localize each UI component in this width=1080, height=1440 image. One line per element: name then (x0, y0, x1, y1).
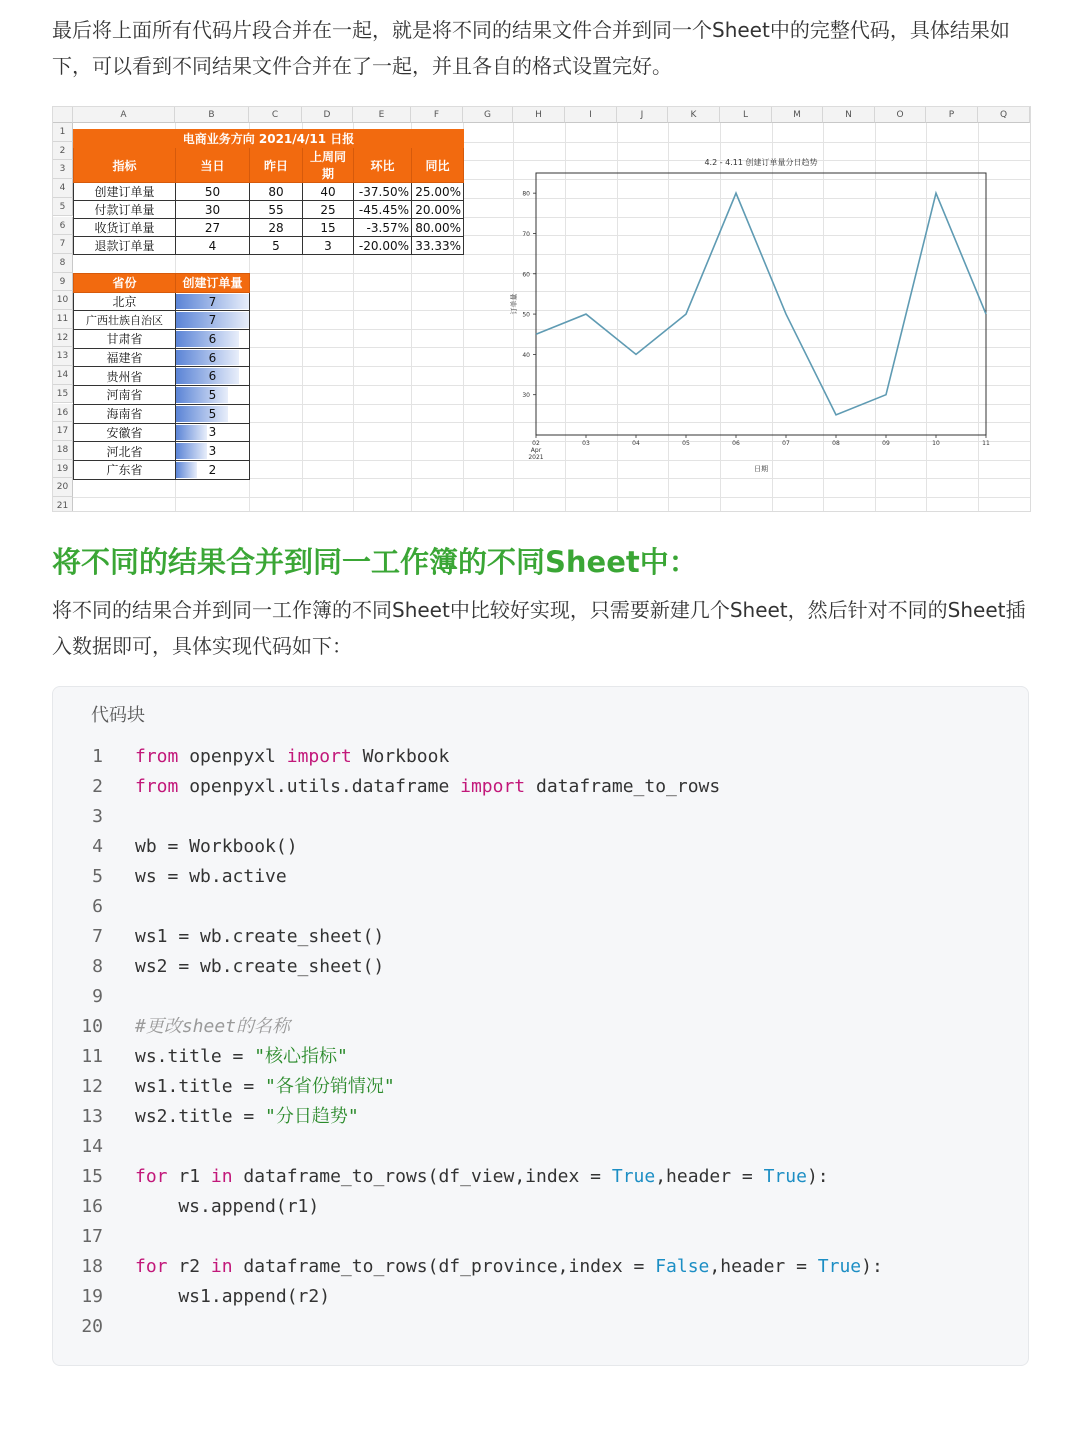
column-header[interactable]: K (668, 107, 720, 123)
row-header[interactable]: 1 (53, 123, 73, 142)
code-line (53, 802, 1028, 832)
code-line (53, 862, 1028, 892)
row-header[interactable]: 5 (53, 198, 73, 217)
report-cell[interactable]: 33.33% (412, 237, 464, 255)
province-value-cell[interactable] (176, 348, 250, 367)
province-row (74, 404, 250, 423)
code-line (53, 832, 1028, 862)
column-header[interactable]: I (565, 107, 617, 123)
column-header[interactable]: F (411, 107, 463, 123)
section-paragraph: 将不同的结果合并到同一工作簿的不同Sheet中比较好实现，只需要新建几个Sheet，然后针对不同的Sheet插入数据即可，具体实现代码如下： (52, 598, 1026, 658)
report-cell[interactable]: 20.00% (412, 201, 464, 219)
x-tick-label: 05 (682, 440, 690, 447)
trend-chart (508, 155, 998, 485)
column-header[interactable]: D (302, 107, 353, 123)
data-bar (176, 443, 207, 459)
report-cell[interactable]: 3 (303, 237, 354, 255)
code-line (53, 1132, 1028, 1162)
row-header[interactable]: 10 (53, 291, 73, 310)
row-header[interactable]: 20 (53, 478, 73, 497)
y-tick-label: 70 (522, 230, 530, 238)
code-line (53, 1312, 1028, 1342)
province-value-cell[interactable] (176, 423, 250, 442)
line-number: 19 (81, 1286, 103, 1307)
province-name-cell[interactable]: 海南省 (74, 404, 176, 423)
line-number: 1 (92, 746, 103, 767)
line-number: 10 (81, 1016, 103, 1037)
line-number: 14 (81, 1136, 103, 1157)
y-tick-label: 50 (522, 311, 530, 319)
row-header[interactable]: 2 (53, 142, 73, 161)
x-tick-label: 04 (632, 440, 640, 447)
code-line (53, 922, 1028, 952)
line-number: 9 (92, 986, 103, 1007)
code-text: ws2.title = "分日趋势" (135, 1106, 359, 1127)
province-value-cell[interactable] (176, 367, 250, 386)
row-header[interactable]: 7 (53, 235, 73, 254)
province-header-cell[interactable]: 省份 (74, 274, 176, 293)
column-header[interactable]: B (175, 107, 249, 123)
province-name-cell[interactable]: 甘肃省 (74, 330, 176, 349)
row-header[interactable]: 19 (53, 460, 73, 479)
report-cell[interactable]: 退款订单量 (74, 237, 176, 255)
province-row (74, 386, 250, 405)
code-text: from openpyxl.utils.dataframe import dataframe_to_rows (135, 776, 721, 797)
y-axis-label: 订单量 (510, 293, 518, 315)
x-tick-label: 03 (582, 440, 590, 447)
column-header[interactable]: C (249, 107, 302, 123)
code-line (53, 1252, 1028, 1282)
code-text: for r2 in dataframe_to_rows(df_province,index = False,header = True): (135, 1256, 883, 1277)
data-bar (176, 368, 239, 384)
x-tick-label: 07 (782, 440, 790, 447)
province-name-cell[interactable]: 贵州省 (74, 367, 176, 386)
report-cell[interactable]: 28 (250, 219, 303, 237)
line-number: 12 (81, 1076, 103, 1097)
report-row (74, 183, 464, 201)
row-header[interactable]: 18 (53, 441, 73, 460)
line-number: 15 (81, 1166, 103, 1187)
trend-chart-svg (508, 155, 998, 485)
line-number: 3 (92, 806, 103, 827)
province-value-cell[interactable] (176, 311, 250, 330)
report-header-cell[interactable]: 上周同期 (303, 148, 354, 183)
row-header[interactable]: 4 (53, 179, 73, 198)
code-line (53, 952, 1028, 982)
code-line (53, 892, 1028, 922)
line-number: 5 (92, 866, 103, 887)
province-value: 5 (208, 387, 217, 402)
report-header-cell[interactable]: 昨日 (250, 148, 303, 183)
report-cell[interactable]: 30 (176, 201, 250, 219)
report-cell[interactable]: -37.50% (354, 183, 412, 201)
data-bar (176, 387, 228, 403)
code-line (53, 982, 1028, 1012)
report-header-cell[interactable]: 环比 (354, 148, 412, 183)
line-number: 7 (92, 926, 103, 947)
gridline (73, 497, 1030, 498)
code-line (53, 1282, 1028, 1312)
row-header[interactable]: 16 (53, 404, 73, 423)
report-cell[interactable]: 40 (303, 183, 354, 201)
x-tick-label: Apr (530, 447, 542, 454)
y-tick-label: 80 (522, 190, 530, 198)
code-text: #更改sheet的名称 (135, 1016, 291, 1037)
report-cell[interactable]: 80 (250, 183, 303, 201)
report-header-cell[interactable]: 同比 (412, 148, 464, 183)
plot-frame (536, 173, 986, 435)
row-header[interactable]: 13 (53, 347, 73, 366)
data-bar (176, 425, 207, 441)
province-row (74, 292, 250, 311)
x-tick-label: 10 (932, 440, 940, 447)
column-header[interactable]: M (772, 107, 823, 123)
section-heading: 将不同的结果合并到同一工作簿的不同Sheet中： (52, 545, 698, 579)
column-header[interactable]: E (353, 107, 411, 123)
report-cell[interactable]: 收货订单量 (74, 219, 176, 237)
line-number: 2 (92, 776, 103, 797)
x-tick-label: 2021 (528, 454, 544, 461)
corner-cell[interactable] (53, 107, 73, 123)
province-value-cell[interactable] (176, 292, 250, 311)
x-tick-label: 06 (732, 440, 740, 447)
report-cell[interactable]: 5 (250, 237, 303, 255)
report-cell[interactable]: 80.00% (412, 219, 464, 237)
row-header[interactable]: 9 (53, 273, 73, 292)
province-name-cell[interactable]: 广西壮族自治区 (74, 311, 176, 330)
report-cell[interactable]: 付款订单量 (74, 201, 176, 219)
code-text: ws1.title = "各省份销情况" (135, 1076, 395, 1097)
report-cell[interactable]: 15 (303, 219, 354, 237)
province-row (74, 367, 250, 386)
code-text: ws1.append(r2) (135, 1286, 331, 1307)
column-header[interactable]: Q (978, 107, 1030, 123)
province-name-cell[interactable]: 北京 (74, 292, 176, 311)
series-line (536, 193, 986, 415)
row-header[interactable]: 8 (53, 254, 73, 273)
column-header[interactable]: G (463, 107, 513, 123)
line-number: 4 (92, 836, 103, 857)
code-text: ws2 = wb.create_sheet() (135, 956, 385, 977)
column-header[interactable]: O (875, 107, 926, 123)
code-text: ws1 = wb.create_sheet() (135, 926, 385, 947)
province-value-cell[interactable] (176, 442, 250, 461)
report-cell[interactable]: 25 (303, 201, 354, 219)
code-block-label: 代码块 (91, 705, 145, 726)
province-name-cell[interactable]: 安徽省 (74, 423, 176, 442)
line-number: 17 (81, 1226, 103, 1247)
intro-paragraph: 最后将上面所有代码片段合并在一起，就是将不同的结果文件合并到同一个Sheet中的完整代码，具体结果如下，可以看到不同结果文件合并在了一起，并且各自的格式设置完好。 (52, 18, 1010, 78)
daily-report-table (73, 129, 464, 255)
province-value-cell[interactable] (176, 404, 250, 423)
x-tick-label: 08 (832, 440, 840, 447)
line-number: 8 (92, 956, 103, 977)
code-line (53, 1162, 1028, 1192)
row-header[interactable]: 17 (53, 422, 73, 441)
line-number: 18 (81, 1256, 103, 1277)
column-header[interactable]: L (720, 107, 772, 123)
code-line (53, 1072, 1028, 1102)
report-row (74, 219, 464, 237)
line-number: 20 (81, 1316, 103, 1337)
code-line (53, 1102, 1028, 1132)
report-row (74, 201, 464, 219)
row-header[interactable]: 3 (53, 160, 73, 179)
y-tick-label: 60 (522, 271, 530, 279)
row-header[interactable]: 21 (53, 497, 73, 512)
x-tick-label: 09 (882, 440, 890, 447)
province-value-cell[interactable] (176, 330, 250, 349)
province-value: 6 (208, 350, 217, 365)
code-line (53, 772, 1028, 802)
report-title: 电商业务方向 2021/4/11 日报 (74, 130, 464, 148)
line-number: 11 (81, 1046, 103, 1067)
province-value: 3 (208, 425, 217, 440)
report-cell[interactable]: -45.45% (354, 201, 412, 219)
province-value: 5 (208, 406, 217, 421)
code-text: from openpyxl import Workbook (135, 746, 450, 767)
y-tick-label: 40 (522, 351, 530, 359)
province-name-cell[interactable]: 河北省 (74, 442, 176, 461)
row-header[interactable]: 14 (53, 366, 73, 385)
province-value: 7 (208, 313, 217, 328)
report-cell[interactable]: 创建订单量 (74, 183, 176, 201)
column-header[interactable]: J (617, 107, 668, 123)
province-value-cell[interactable] (176, 386, 250, 405)
data-bar (176, 462, 197, 478)
province-row (74, 423, 250, 442)
row-header[interactable]: 6 (53, 217, 73, 236)
province-header-cell[interactable]: 创建订单量 (176, 274, 250, 293)
province-row (74, 311, 250, 330)
province-value: 3 (208, 444, 217, 459)
code-text: wb = Workbook() (135, 836, 298, 857)
excel-screenshot (52, 106, 1031, 512)
report-header-cell[interactable]: 指标 (74, 148, 176, 183)
row-header[interactable]: 15 (53, 385, 73, 404)
y-tick-label: 30 (522, 392, 530, 400)
x-tick-label: 02 (532, 440, 540, 447)
row-header[interactable]: 11 (53, 310, 73, 329)
report-cell[interactable]: 55 (250, 201, 303, 219)
province-name-cell[interactable]: 广东省 (74, 460, 176, 479)
province-value-cell[interactable] (176, 460, 250, 479)
line-number: 16 (81, 1196, 103, 1217)
report-cell[interactable]: 4 (176, 237, 250, 255)
code-line (53, 742, 1028, 772)
chart-title: 4.2 - 4.11 创建订单量分日趋势 (704, 158, 818, 167)
code-line (53, 1012, 1028, 1042)
line-number: 13 (81, 1106, 103, 1127)
province-table (73, 273, 250, 480)
column-header[interactable]: P (926, 107, 978, 123)
province-name-cell[interactable]: 河南省 (74, 386, 176, 405)
province-value: 6 (208, 369, 217, 384)
report-cell[interactable]: -20.00% (354, 237, 412, 255)
province-row (74, 330, 250, 349)
column-header[interactable]: N (823, 107, 875, 123)
column-header[interactable]: H (513, 107, 565, 123)
province-value: 7 (208, 294, 217, 309)
line-number: 6 (92, 896, 103, 917)
code-text: ws.append(r1) (135, 1196, 320, 1217)
code-line (53, 1042, 1028, 1072)
code-line (53, 1192, 1028, 1222)
gridline (1030, 123, 1031, 511)
report-cell[interactable]: 27 (176, 219, 250, 237)
province-name-cell[interactable]: 福建省 (74, 348, 176, 367)
data-bar (176, 350, 239, 366)
code-text: ws = wb.active (135, 866, 287, 887)
code-block[interactable] (52, 686, 1029, 1366)
row-header[interactable]: 12 (53, 329, 73, 348)
report-cell[interactable]: 50 (176, 183, 250, 201)
data-bar (176, 406, 228, 422)
province-value: 6 (208, 331, 217, 346)
code-line (53, 1222, 1028, 1252)
code-text: ws.title = "核心指标" (135, 1046, 348, 1067)
report-header-cell[interactable]: 当日 (176, 148, 250, 183)
report-row (74, 237, 464, 255)
code-text: for r1 in dataframe_to_rows(df_view,index = True,header = True): (135, 1166, 829, 1187)
province-value: 2 (208, 462, 217, 477)
province-row (74, 442, 250, 461)
x-axis-label: 日期 (754, 465, 768, 473)
data-bar (176, 331, 239, 347)
province-row (74, 348, 250, 367)
report-cell[interactable]: -3.57% (354, 219, 412, 237)
report-cell[interactable]: 25.00% (412, 183, 464, 201)
province-row (74, 460, 250, 479)
x-tick-label: 11 (982, 440, 990, 447)
column-header[interactable]: A (73, 107, 175, 123)
